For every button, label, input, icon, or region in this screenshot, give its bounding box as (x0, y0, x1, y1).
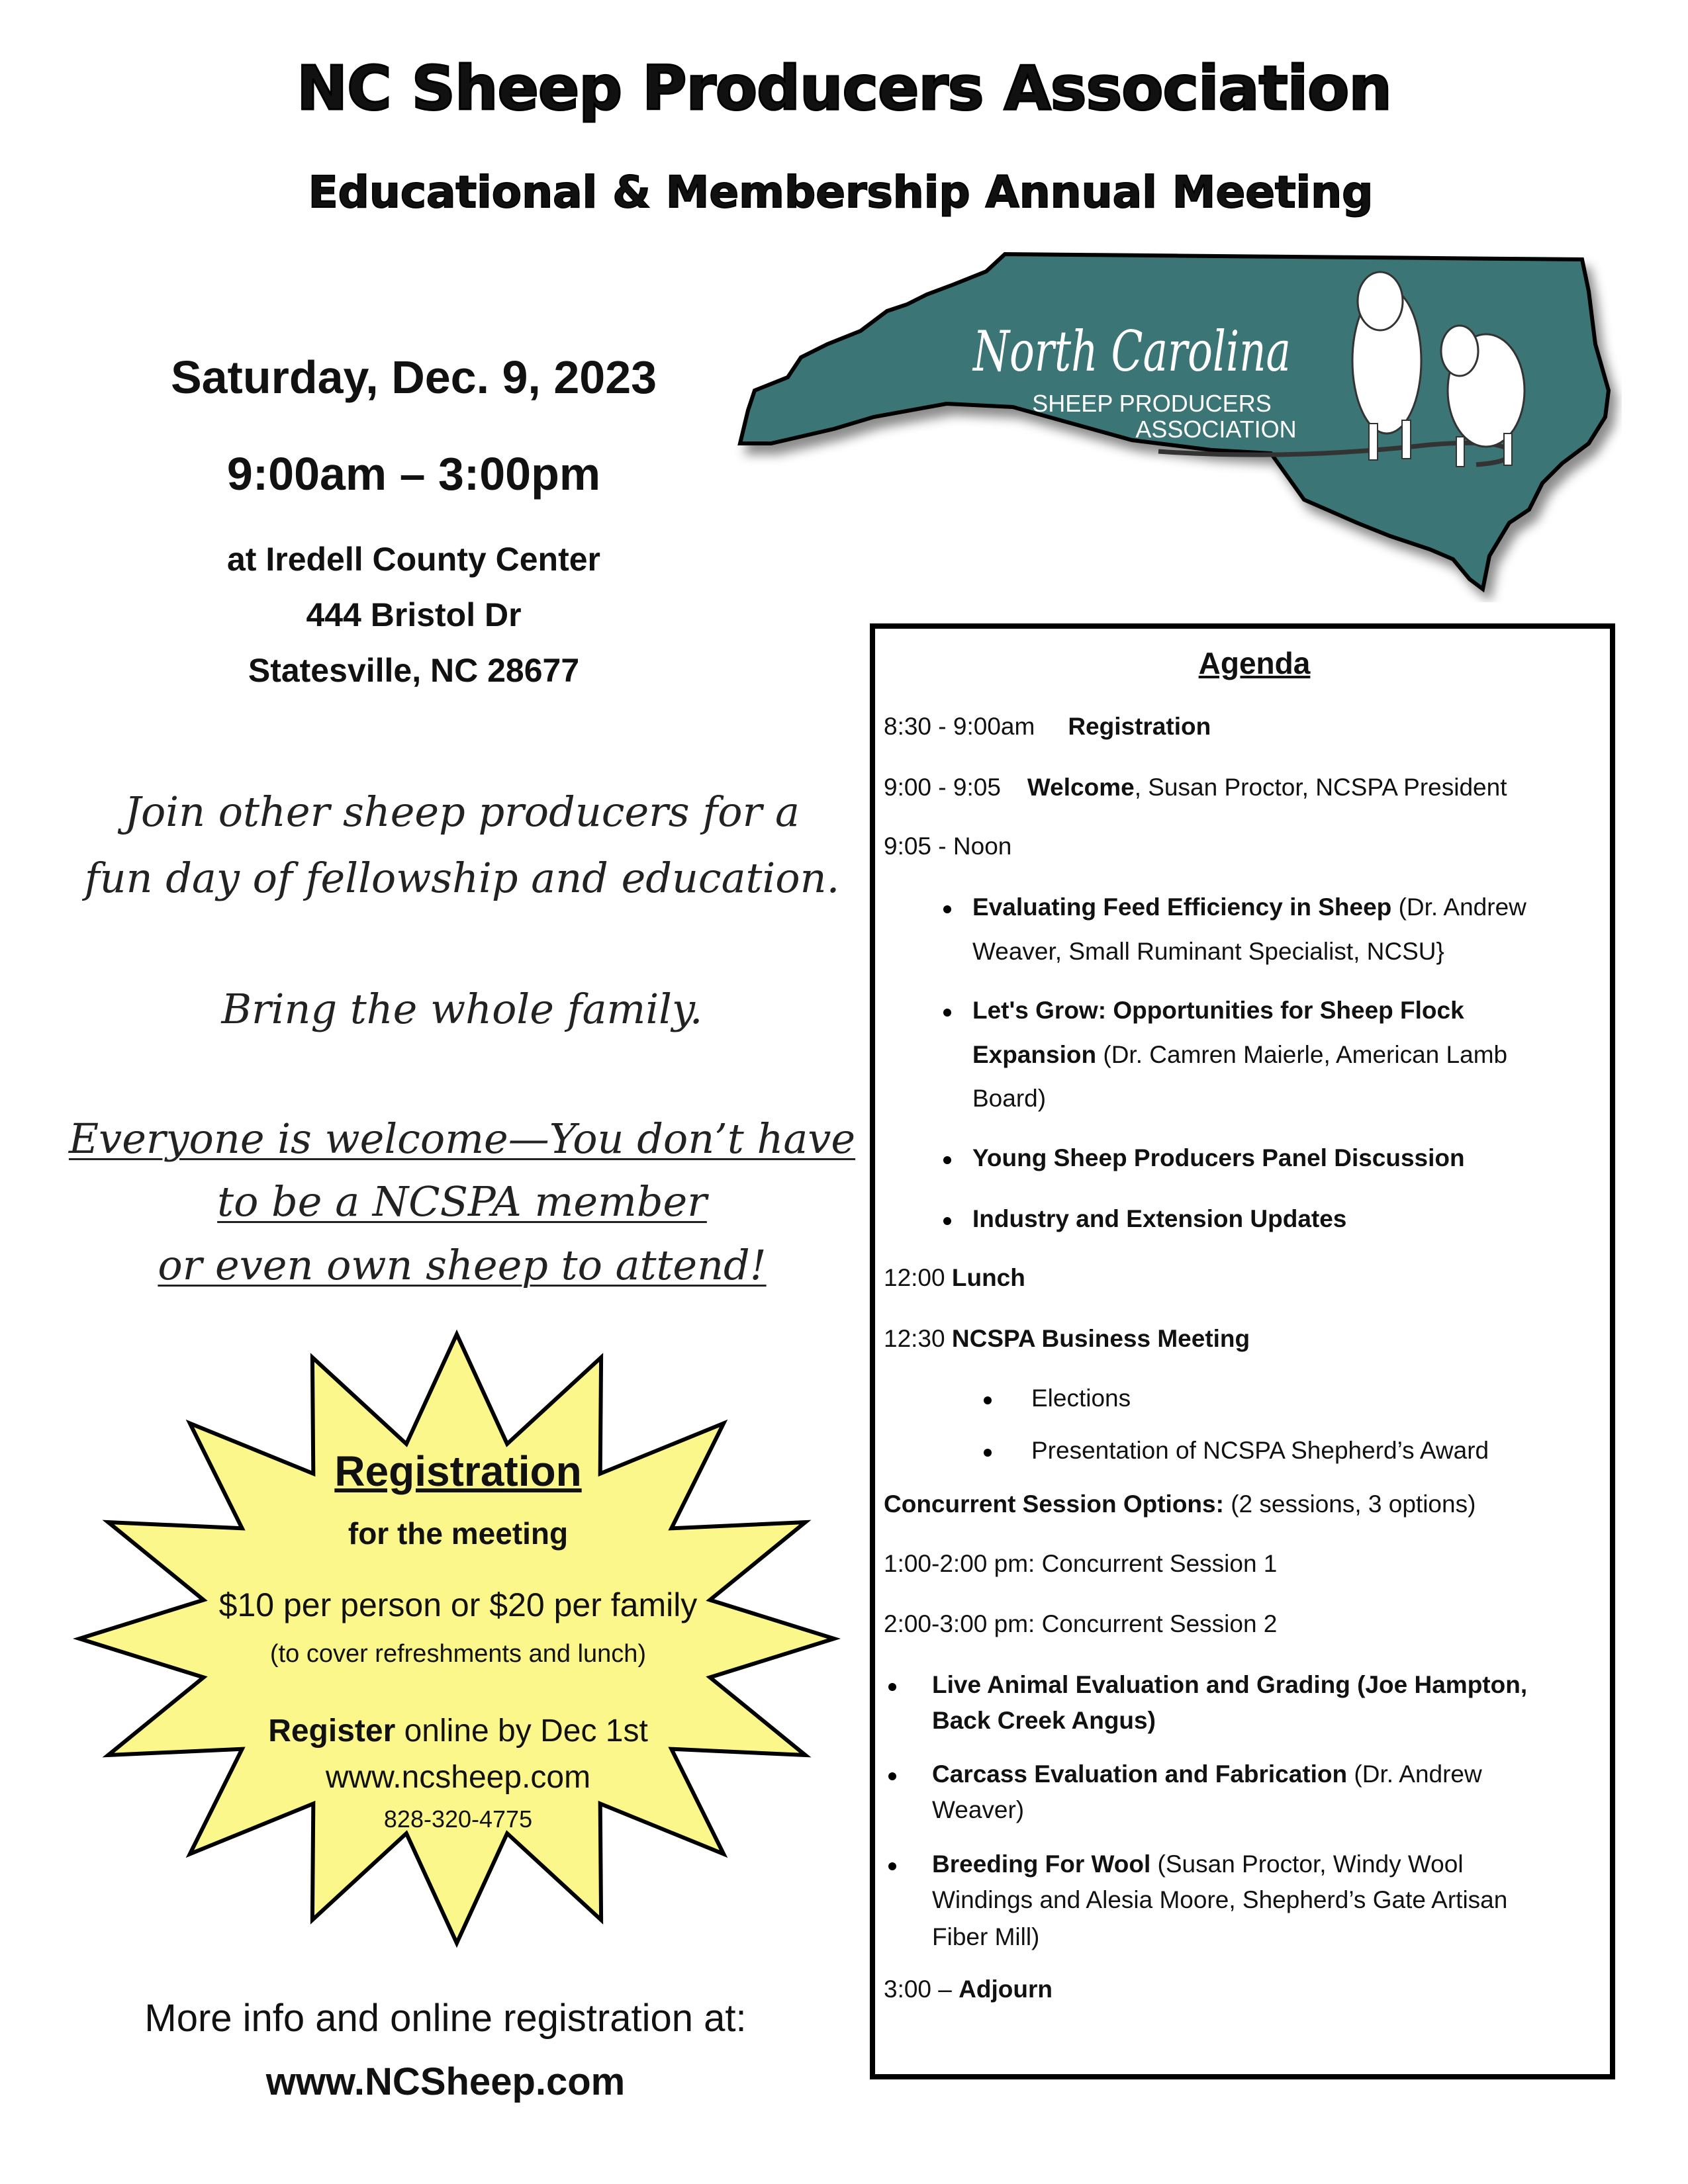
time: 3:00 – (884, 1976, 959, 2003)
label: Expansion (972, 1041, 1097, 1068)
bullet-icon (984, 1449, 992, 1457)
agenda-option3-line2: Windings and Alesia Moore, Shepherd’s Gate Artisan (932, 1886, 1508, 1913)
invite-line2: fun day of fellowship and education. (84, 854, 840, 902)
registration-heading: Registration (334, 1447, 582, 1495)
agenda-session2: 2:00-3:00 pm: Concurrent Session 2 (884, 1610, 1278, 1637)
registration-note: (to cover refreshments and lunch) (269, 1640, 647, 1668)
detail: (2 sessions, 3 options) (1223, 1490, 1476, 1518)
event-venue: at Iredell County Center (227, 541, 600, 578)
agenda-option3 (932, 1850, 1464, 1878)
page-subtitle: Educational & Membership Annual Meeting (308, 167, 1374, 218)
logo-line2: ASSOCIATION (1135, 416, 1297, 443)
register-rest: online by Dec 1st (395, 1713, 648, 1749)
agenda-talk2-line2 (972, 1041, 1507, 1069)
label: Adjourn (959, 1976, 1053, 2003)
bullet-icon (888, 1683, 896, 1691)
agenda-registration (884, 713, 1211, 741)
bullet-icon (943, 1009, 951, 1017)
label: Carcass Evaluation and Fabrication (932, 1760, 1348, 1788)
agenda-heading: Agenda (1198, 646, 1311, 680)
label: Registration (1068, 713, 1211, 740)
invite-welcome1: Everyone is welcome—You don’t have (68, 1115, 856, 1163)
bullet-icon (984, 1396, 992, 1404)
agenda-option1: Live Animal Evaluation and Grading (Joe Hampton, (932, 1671, 1528, 1698)
label: Concurrent Session Options: (884, 1490, 1224, 1518)
agenda-adjourn (884, 1976, 1053, 2003)
agenda-concurrent (884, 1490, 1476, 1518)
agenda-business (884, 1325, 1250, 1353)
register-bold: Register (268, 1713, 396, 1749)
label: NCSPA Business Meeting (951, 1325, 1250, 1352)
more-info-text: More info and online registration at: (144, 1997, 747, 2040)
agenda-morning: 9:05 - Noon (884, 833, 1012, 860)
bullet-icon (888, 1862, 896, 1870)
event-city: Statesville, NC 28677 (248, 652, 580, 689)
detail: (Dr. Andrew (1391, 893, 1526, 921)
bullet-icon (943, 905, 951, 913)
registration-sub: for the meeting (348, 1516, 569, 1551)
bullet-icon (888, 1772, 896, 1780)
registration-phone: 828-320-4775 (383, 1805, 533, 1833)
logo-line1: SHEEP PRODUCERS (1032, 390, 1272, 417)
detail: , Susan Proctor, NCSPA President (1134, 774, 1507, 801)
agenda-option2 (932, 1760, 1482, 1788)
event-time: 9:00am – 3:00pm (226, 448, 601, 500)
registration-deadline (268, 1713, 648, 1749)
time: 12:00 (884, 1264, 952, 1291)
logo-script-text: North Carolina (972, 319, 1291, 384)
agenda-elections: Elections (1031, 1385, 1131, 1412)
label: Lunch (951, 1264, 1025, 1291)
invite-line1: Join other sheep producers for a (124, 788, 800, 836)
agenda-lunch (884, 1264, 1025, 1292)
agenda-session1: 1:00-2:00 pm: Concurrent Session 1 (884, 1550, 1278, 1577)
agenda-talk4: Industry and Extension Updates (972, 1205, 1347, 1232)
registration-website-link[interactable]: www.ncsheep.com (325, 1760, 591, 1795)
invite-family: Bring the whole family. (221, 985, 703, 1033)
agenda-talk2-line3: Board) (972, 1085, 1047, 1112)
event-street: 444 Bristol Dr (306, 596, 522, 633)
label: Breeding For Wool (932, 1850, 1151, 1878)
bullet-icon (943, 1156, 951, 1164)
detail: (Dr. Camren Maierle, American Lamb (1096, 1041, 1508, 1068)
agenda-talk1-line2: Weaver, Small Ruminant Specialist, NCSU} (972, 938, 1444, 965)
agenda-award: Presentation of NCSPA Shepherd’s Award (1031, 1437, 1489, 1464)
time: 8:30 - 9:00am (884, 713, 1035, 740)
page-title: NC Sheep Producers Association (297, 53, 1391, 124)
time: 12:30 (884, 1325, 952, 1352)
ncspa-logo (728, 245, 1622, 602)
label: Evaluating Feed Efficiency in Sheep (972, 893, 1392, 921)
footer-website-link[interactable]: www.NCSheep.com (265, 2060, 626, 2103)
agenda-option3-line3: Fiber Mill) (932, 1923, 1040, 1950)
agenda-option2-line2: Weaver) (932, 1796, 1025, 1823)
registration-starburst (0, 0, 861, 1985)
agenda-talk3: Young Sheep Producers Panel Discussion (972, 1144, 1465, 1171)
agenda-talk1 (972, 893, 1526, 921)
agenda-welcome (884, 774, 1507, 801)
agenda-talk2: Let's Grow: Opportunities for Sheep Flock (972, 997, 1464, 1024)
time: 9:00 - 9:05 (884, 774, 1001, 801)
invite-welcome2: to be a NCSPA member (217, 1177, 707, 1226)
detail: (Dr. Andrew (1347, 1760, 1482, 1788)
detail: (Susan Proctor, Windy Wool (1150, 1850, 1464, 1878)
starburst-shape (79, 1334, 834, 1943)
bullet-icon (943, 1217, 951, 1225)
agenda-option1-line2: Back Creek Angus) (932, 1707, 1156, 1734)
invite-welcome3: or even own sheep to attend! (158, 1241, 767, 1289)
label: Welcome (1027, 774, 1135, 801)
event-date: Saturday, Dec. 9, 2023 (170, 351, 657, 403)
registration-price: $10 per person or $20 per family (218, 1586, 698, 1623)
